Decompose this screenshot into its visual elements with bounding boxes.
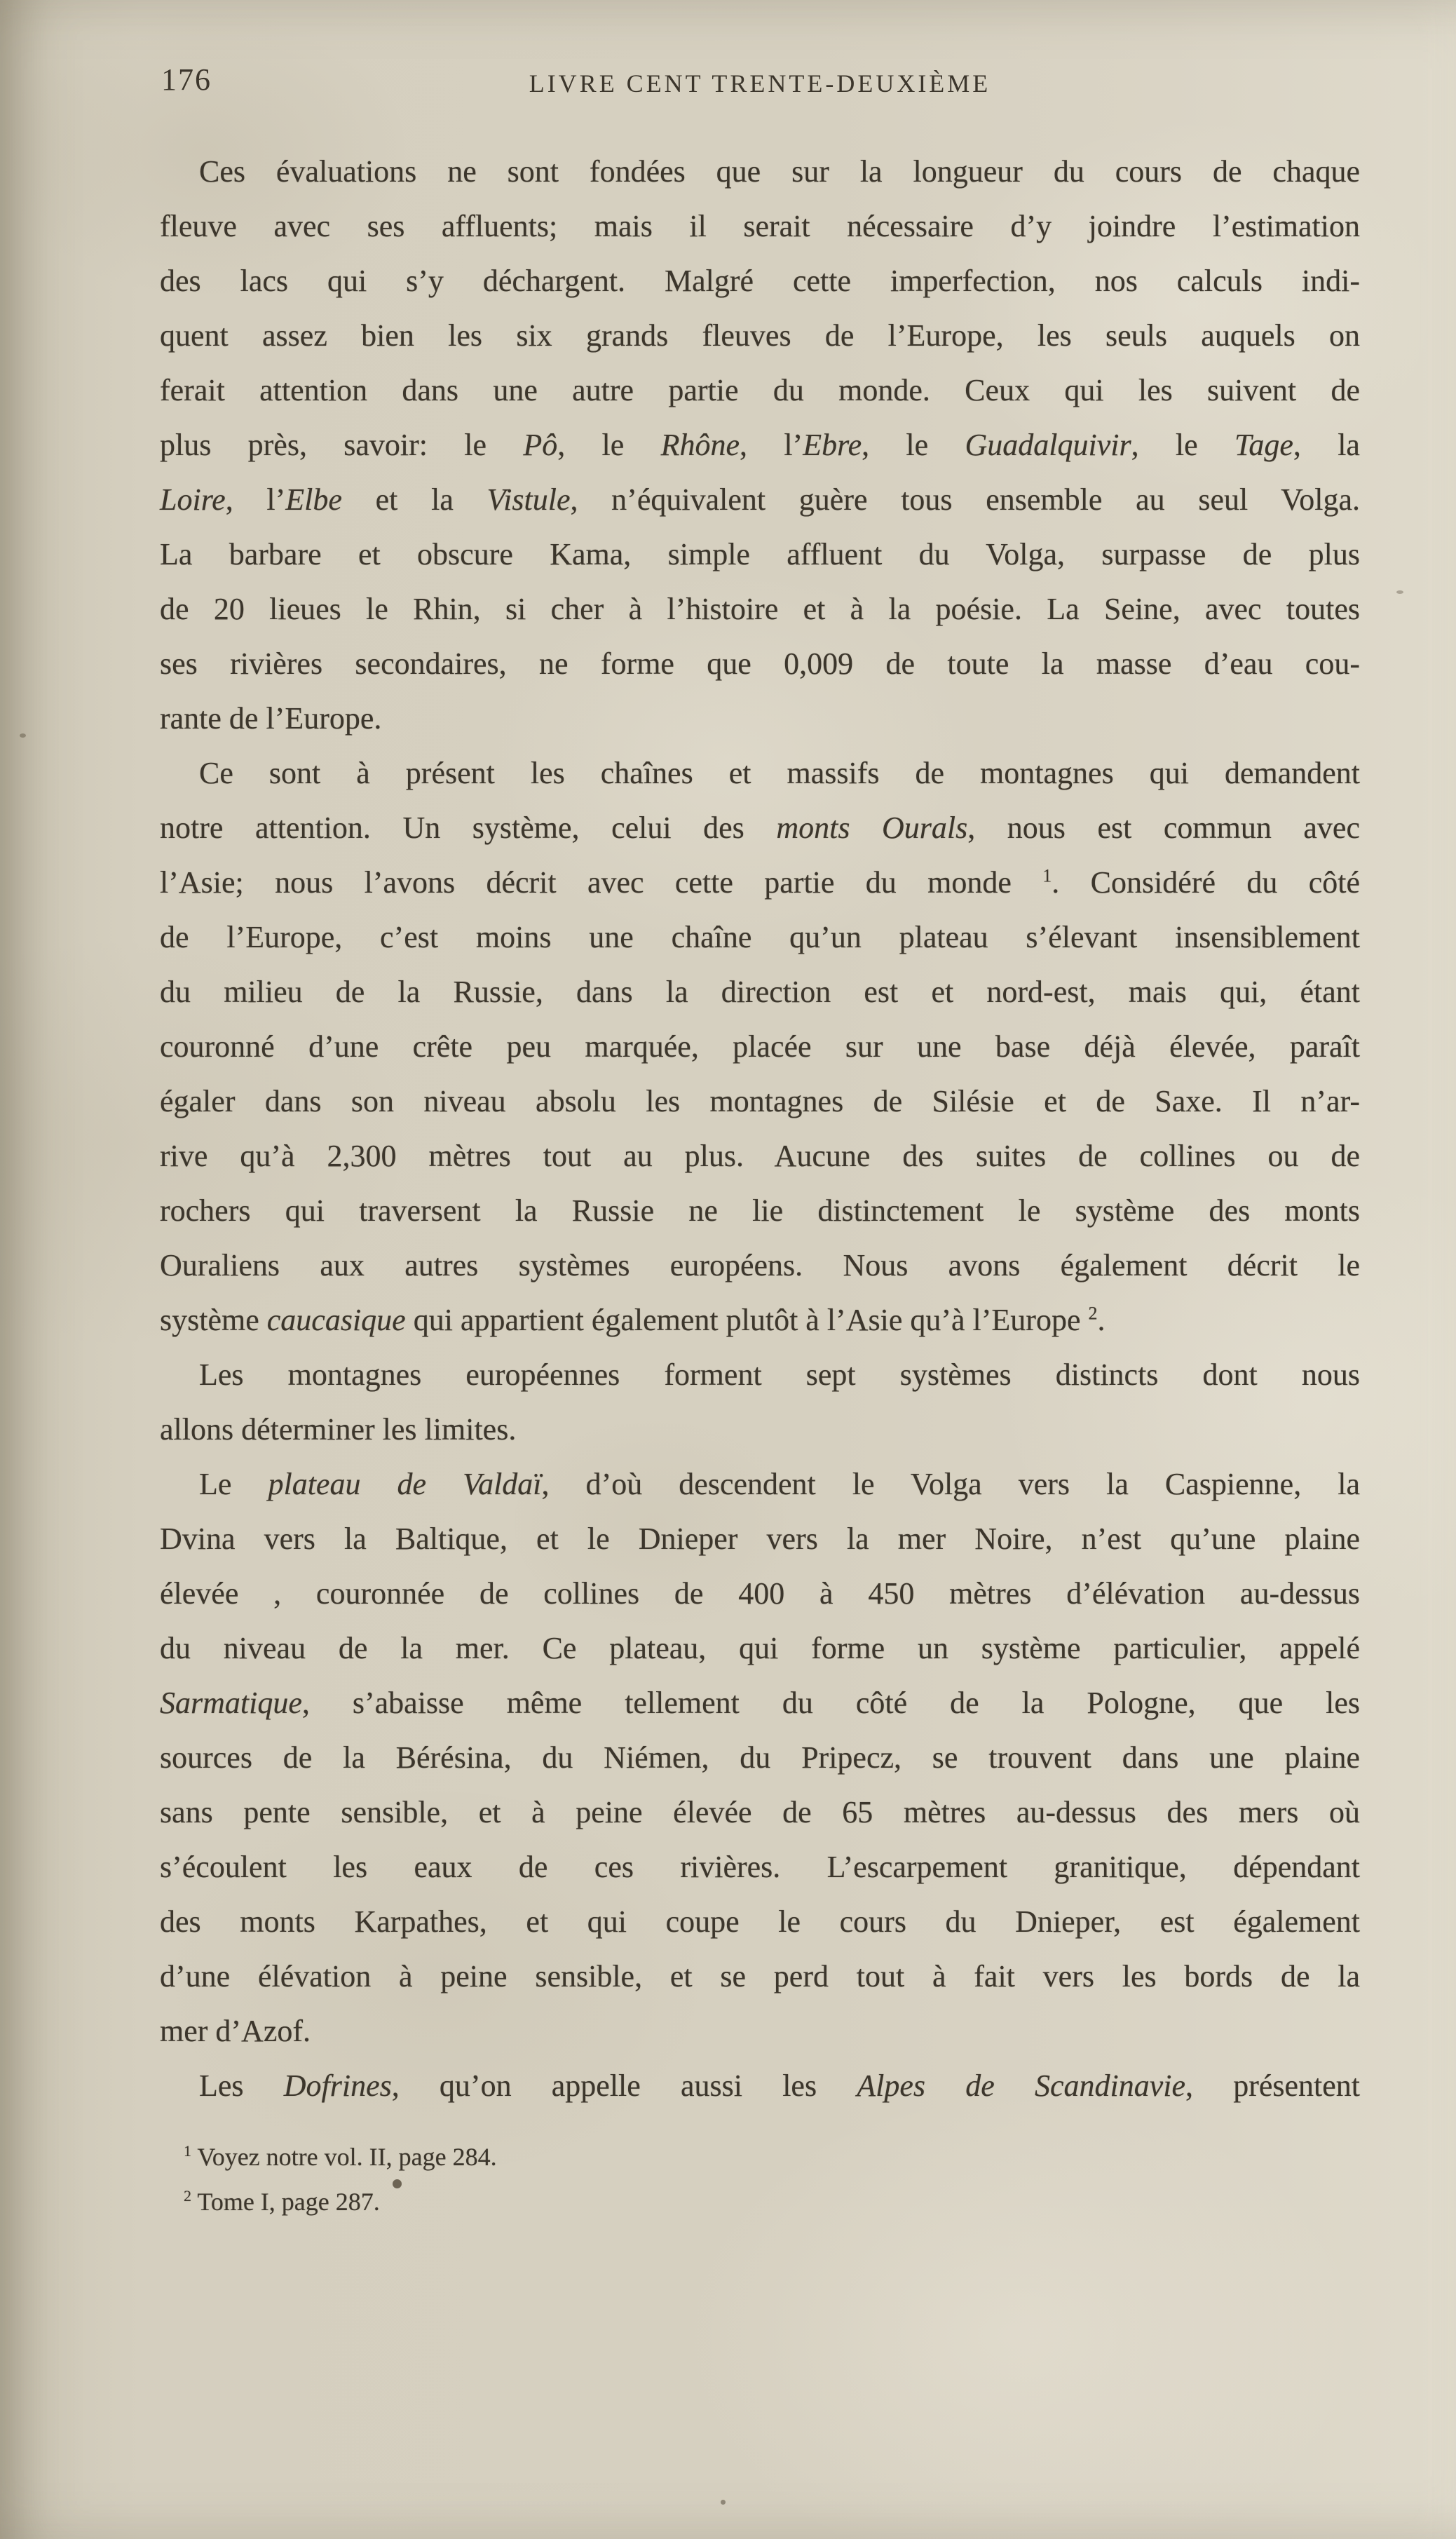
text-line: Dvina vers la Baltique, et le Dnieper vers la mer Noire, n’est qu’une plaine — [160, 1522, 1360, 1556]
text-line: du niveau de la mer. Ce plateau, qui forme un système particulier, appelé — [160, 1631, 1360, 1665]
text-line: notre attention. Un système, celui des monts Ourals, nous est commun avec — [160, 811, 1360, 845]
ink-speck — [1396, 590, 1403, 594]
text-line: Le plateau de Valdaï, d’où descendent le Volga vers la Caspienne, la — [199, 1467, 1361, 1501]
italic-term: Tage — [1234, 428, 1293, 462]
text-line: rante de l’Europe. — [160, 701, 382, 736]
text-line: fleuve avec ses affluents; mais il serait nécessaire d’y joindre l’estimation — [160, 209, 1360, 243]
text-line: élevée , couronnée de collines de 400 à 450 mètres d’élévation au-dessus — [160, 1576, 1360, 1611]
paragraph — [160, 2059, 1360, 2113]
italic-term: caucasique — [266, 1303, 406, 1337]
text-line: ferait attention dans une autre partie du monde. Ceux qui les suivent de — [160, 373, 1360, 407]
italic-term: Pô — [523, 428, 558, 462]
footnote-ref: 1 — [1042, 865, 1052, 886]
italic-term: Guadalquivir — [965, 428, 1131, 462]
text-line: Les Dofrines, qu’on appelle aussi les Alpes de Scandinavie, présentent — [199, 2069, 1361, 2103]
text-line: La barbare et obscure Kama, simple affluent du Volga, surpasse de plus — [160, 537, 1360, 571]
footnotes — [160, 2134, 1360, 2224]
ink-speck — [721, 2500, 726, 2505]
text-line: Ce sont à présent les chaînes et massifs de montagnes qui demandent — [199, 756, 1360, 790]
text-line: sans pente sensible, et à peine élevée de 65 mètres au-dessus des mers où — [160, 1795, 1360, 1829]
text-line: système caucasique qui appartient également plutôt à l’Asie qu’à l’Europe $^2$. — [160, 1303, 1105, 1337]
text-line: d’une élévation à peine sensible, et se perd tout à fait vers les bords de la — [160, 1959, 1360, 1993]
footnote-marker: 1 — [184, 2142, 191, 2160]
text-line: Sarmatique, s’abaisse même tellement du côté de la Pologne, que les — [160, 1686, 1360, 1720]
footnote-marker: 2 — [184, 2187, 191, 2205]
ink-speck — [20, 733, 26, 738]
italic-term: monts Ourals — [776, 811, 968, 845]
text-line: ses rivières secondaires, ne forme que 0,009 de toute la masse d’eau cou- — [160, 646, 1360, 681]
text-line: Loire, l’Elbe et la Vistule, n’équivalent guère tous ensemble au seul Volga. — [160, 482, 1360, 517]
text-line: de l’Europe, c’est moins une chaîne qu’un plateau s’élevant insensiblement — [160, 920, 1360, 954]
text-line: rochers qui traversent la Russie ne lie distinctement le système des monts — [160, 1193, 1360, 1228]
ink-speck — [393, 2179, 402, 2188]
italic-term: Sarmatique — [160, 1686, 302, 1720]
text-line: sources de la Bérésina, du Niémen, du Pripecz, se trouvent dans une plaine — [160, 1740, 1360, 1775]
italic-term: Loire — [160, 482, 226, 517]
paragraph — [160, 746, 1360, 1348]
text-line: l’Asie; nous l’avons décrit avec cette partie du monde $^1$. Considéré du côté — [160, 865, 1360, 900]
text-line: quent assez bien les six grands fleuves de l’Europe, les seuls auquels on — [160, 318, 1360, 353]
footnote: $^2$ Tome I, page 287. — [184, 2187, 380, 2216]
text-line: mer d’Azof. — [160, 2014, 311, 2048]
text-line: couronné d’une crête peu marquée, placée sur une base déjà élevée, paraît — [160, 1029, 1360, 1064]
paragraph — [160, 1457, 1360, 2059]
text-line: Ces évaluations ne sont fondées que sur la longueur du cours de chaque — [199, 154, 1360, 189]
page-number: 176 — [161, 62, 212, 97]
footnote: $^1$ Voyez notre vol. II, page 284. — [184, 2142, 497, 2171]
text-line: plus près, savoir: le Pô, le Rhône, l’Ebre, le Guadalquivir, le Tage, la — [160, 428, 1360, 462]
page-body — [160, 144, 1360, 2224]
italic-term: Vistule — [487, 482, 571, 517]
paragraph — [160, 1348, 1360, 1457]
text-line: des monts Karpathes, et qui coupe le cours du Dnieper, est également — [160, 1904, 1360, 1939]
paragraph — [160, 144, 1360, 746]
text-line: s’écoulent les eaux de ces rivières. L’escarpement granitique, dépendant — [160, 1850, 1360, 1884]
text-line: des lacs qui s’y déchargent. Malgré cette imperfection, nos calculs indi- — [160, 264, 1360, 298]
text-line: égaler dans son niveau absolu les montagnes de Silésie et de Saxe. Il n’ar- — [160, 1084, 1360, 1118]
italic-term: Alpes de Scandinavie — [857, 2069, 1185, 2103]
italic-term: Rhône — [660, 428, 740, 462]
italic-term: Ebre — [803, 428, 862, 462]
italic-term: plateau de Valdaï — [268, 1467, 542, 1501]
text-line: de 20 lieues le Rhin, si cher à l’histoire et à la poésie. La Seine, avec toutes — [160, 592, 1360, 626]
text-line: rive qu’à 2,300 mètres tout au plus. Aucune des suites de collines ou de — [160, 1139, 1360, 1173]
text-line: allons déterminer les limites. — [160, 1412, 517, 1447]
italic-term: Elbe — [285, 482, 342, 517]
text-line: du milieu de la Russie, dans la direction est et nord-est, mais qui, étant — [160, 975, 1360, 1009]
running-header: LIVRE CENT TRENTE-DEUXIÈME — [529, 69, 991, 97]
italic-term: Dofrines — [283, 2069, 392, 2103]
text-line: Ouraliens aux autres systèmes européens. Nous avons également décrit le — [160, 1248, 1360, 1282]
footnote-ref: 2 — [1088, 1303, 1098, 1324]
text-line: Les montagnes européennes forment sept systèmes distincts dont nous — [199, 1357, 1360, 1392]
